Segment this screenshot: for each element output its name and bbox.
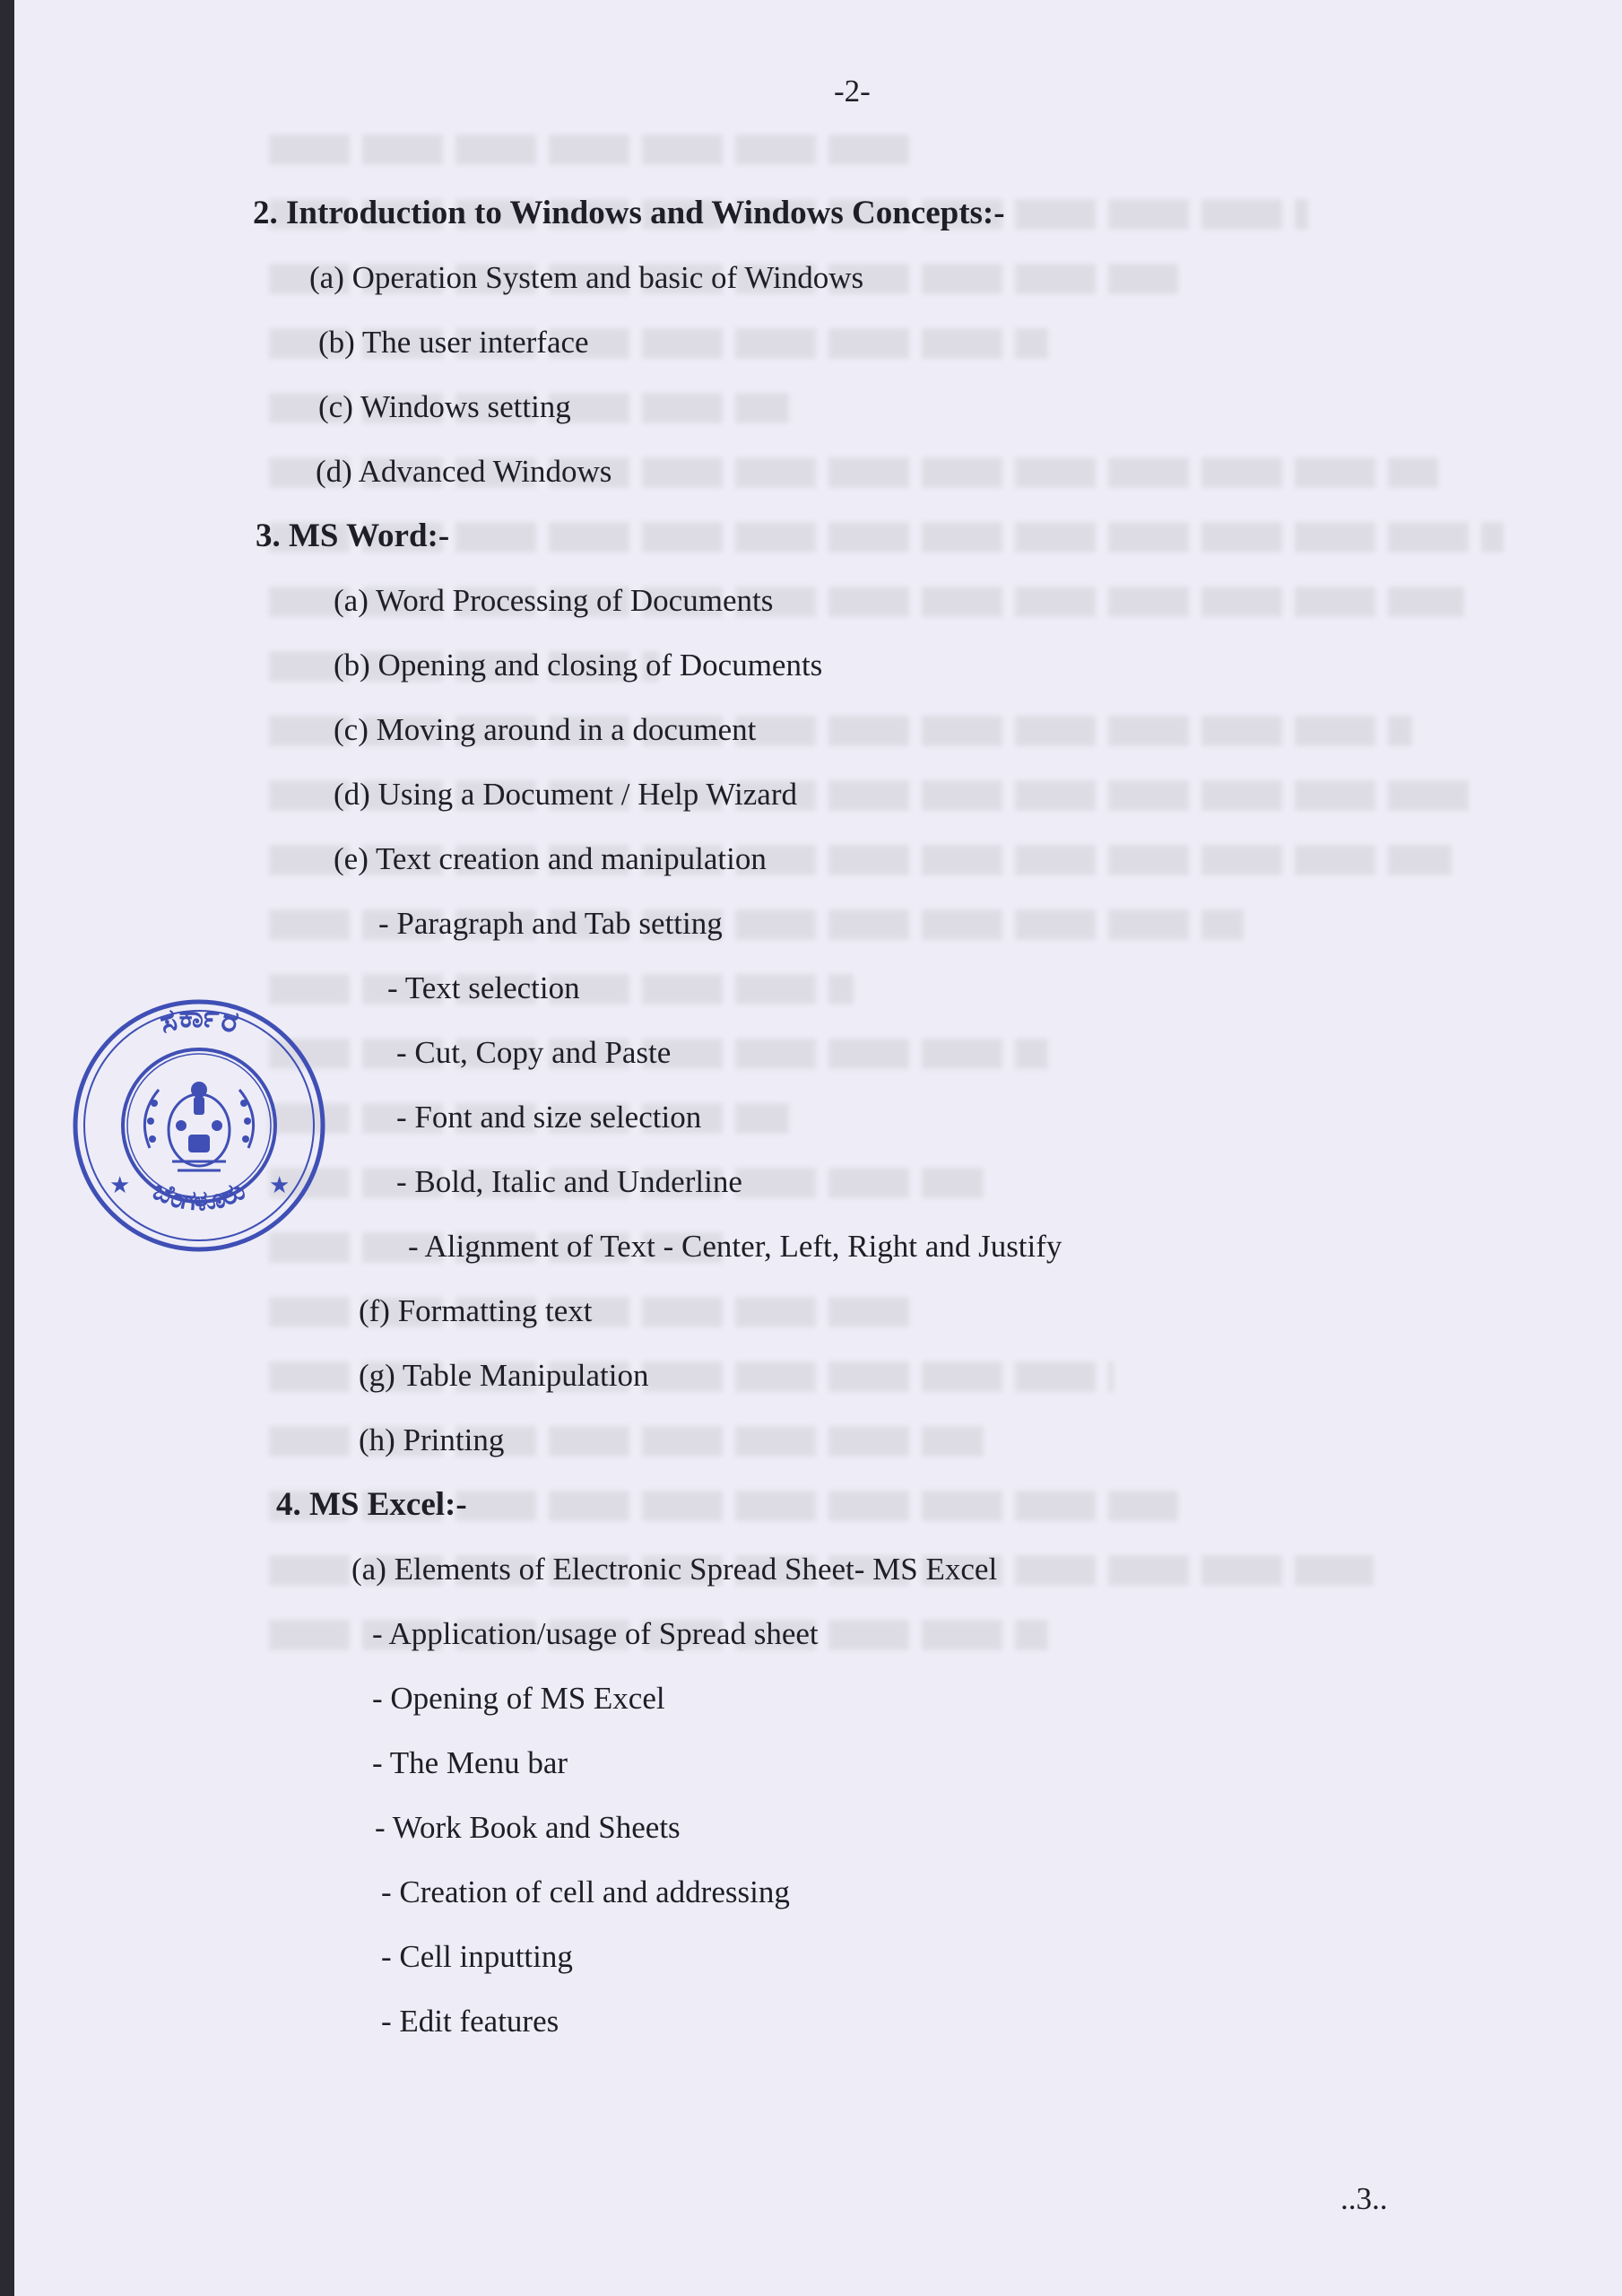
page-number: -2- — [834, 74, 871, 109]
section-heading-excel: 4. MS Excel:- — [276, 1486, 467, 1523]
list-item: (h) Printing — [359, 1422, 505, 1457]
scan-edge — [0, 0, 14, 2296]
section-heading-windows: 2. Introduction to Windows and Windows Concepts:- — [253, 195, 1005, 231]
sub-item: - Application/usage of Spread sheet — [372, 1616, 819, 1651]
list-item: (b) The user interface — [318, 325, 589, 360]
list-item: (c) Moving around in a document — [334, 712, 757, 747]
svg-text:ಬೆಂಗಳೂರು — [148, 1175, 250, 1218]
sub-item: - Edit features — [381, 2004, 559, 2039]
sub-item: - Paragraph and Tab setting — [378, 906, 723, 941]
list-item: (a) Operation System and basic of Windows — [309, 260, 864, 295]
seal-top-text: ಸರ್ಕಾರ — [155, 999, 243, 1041]
sub-item: - Font and size selection — [396, 1100, 702, 1135]
next-page-marker: ..3.. — [1340, 2181, 1388, 2216]
list-item: (d) Advanced Windows — [316, 454, 612, 489]
list-item: (c) Windows setting — [318, 389, 571, 424]
list-item: (f) Formatting text — [359, 1293, 593, 1328]
seal-bottom-text: ಬೆಂಗಳೂರು — [148, 1174, 250, 1219]
sub-item: - Bold, Italic and Underline — [396, 1164, 742, 1199]
sub-item: - Text selection — [387, 970, 580, 1005]
svg-text:★: ★ — [109, 1172, 131, 1199]
list-item: (b) Opening and closing of Documents — [334, 648, 823, 683]
section-heading-word: 3. MS Word:- — [256, 517, 450, 554]
list-item: (d) Using a Document / Help Wizard — [334, 777, 797, 812]
sub-item: - Opening of MS Excel — [372, 1681, 665, 1716]
svg-text:ಸರ್ಕಾರ — [156, 999, 243, 1041]
list-item: (a) Elements of Electronic Spread Sheet- MS Excel — [351, 1552, 998, 1587]
list-item: (a) Word Processing of Documents — [334, 583, 774, 618]
sub-item: - Alignment of Text - Center, Left, Right and Justify — [408, 1229, 1063, 1264]
list-item: (g) Table Manipulation — [359, 1358, 649, 1393]
government-seal-icon — [65, 991, 334, 1260]
sub-item: - Work Book and Sheets — [375, 1810, 681, 1845]
list-item: (e) Text creation and manipulation — [334, 841, 767, 876]
sub-item: - The Menu bar — [372, 1745, 568, 1780]
sub-item: - Creation of cell and addressing — [381, 1874, 790, 1909]
svg-text:★: ★ — [269, 1172, 291, 1199]
sub-item: - Cell inputting — [381, 1939, 573, 1974]
sub-item: - Cut, Copy and Paste — [396, 1035, 672, 1070]
